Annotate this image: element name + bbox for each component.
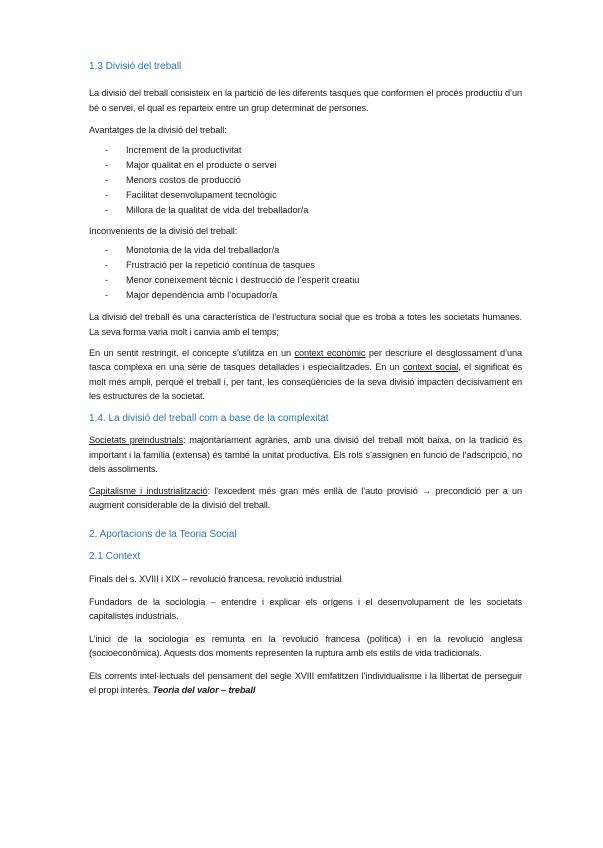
paragraph-corrents: Els corrents intel·lectuals del pensament del segle XVIII emfatitzen l’individualisme i la llibertat de perseguir el propi interès. Teoria del valor – treball: [89, 670, 522, 696]
paragraph-inici: L’inici de la sociologia es remunta en la revolució francesa (política) i en la revolució anglesa (socioeconòmica). Aquests dos moments representen la ruptura amb els estils de vida tradicionals.: [89, 633, 522, 659]
document-page: [89, 60, 522, 698]
paragraph-capitalisme: Capitalisme i industrialització: l’excedent més gran més enllà de l’auto provisió → precondició per a un augment considerable de la divisió del treball.: [89, 485, 522, 511]
list-item: - Major qualitat en el producte o servei: [105, 159, 277, 170]
section-heading-2: 2. Aportacions de la Teoria Social: [89, 528, 237, 540]
section-heading-2-1: 2.1 Context: [89, 550, 141, 562]
list-item: - Increment de la productivitat: [105, 144, 242, 155]
paragraph-fundadors: Fundadors de la sociologia – entendre i explicar els orígens i el desenvolupament de les societats capitalistes industrials.: [89, 596, 522, 622]
list-item: - Menor coneixement tècnic i destrucció de l’esperit creatiu: [105, 275, 360, 286]
paragraph-preindustrials: Societats preindustrials: majoritàriament agràries, amb una divisió del treball molt baixa, on la tradició és important i la família (extensa) és també la unitat productiva. Els rols s’assignen en funció de l’adscripció, no dels assoliments.: [89, 434, 522, 475]
paragraph-sentit: En un sentit restringit, el concepte s’utilitza en un context econòmic per descriure el desglossament d’una tasca complexa en una sèrie de tasques detallades i especialitzades. En un context social, el significat és molt més ampli, perquè el treball i, per tant, les conseqüències de la seva divisió impacten decisivament en les estructures de la societat.: [89, 347, 522, 402]
avantatges-title: Avantatges de la divisió del treball:: [89, 125, 227, 136]
list-item: - Monotonia de la vida del treballador/a: [105, 245, 280, 256]
list-item: - Menors costos de producció: [105, 174, 241, 185]
section-heading-1-4: 1.4. La divisió del treball com a base de la complexitat: [89, 412, 329, 424]
italic-term: Teoria del valor – treball: [152, 685, 256, 696]
list-item: - Facilitat desenvolupament tecnològic: [105, 189, 277, 200]
list-item: - Major dependència amb l’ocupador/a: [105, 290, 278, 301]
underlined-term: context social: [403, 362, 459, 373]
paragraph-finals: Finals del s. XVIII i XIX – revolució francesa, revolució industrial: [89, 573, 342, 584]
avantatges-list: [89, 143, 522, 218]
inconvenients-list: [89, 243, 522, 303]
paragraph-definition: La divisió del treball consisteix en la partició de les diferents tasques que conformen el procés productiu d’un bé o servei, el qual es reparteix entre un grup determinat de persones.: [89, 88, 522, 113]
paragraph-caracteristica: La divisió del treball és una característica de l’estructura social que es troba a totes les societats humanes. La seva forma varia molt i canvia amb el temps;: [89, 312, 522, 337]
underlined-term: Capitalisme i industrialització: [89, 485, 208, 496]
list-item: - Frustració per la repetició contínua de tasques: [105, 260, 315, 271]
list-item: - Millora de la qualitat de vida del treballador/a: [105, 204, 309, 215]
underlined-term: Societats preindustrials: [89, 434, 183, 445]
underlined-term: context econòmic: [294, 347, 366, 358]
section-heading-1-3: 1.3 Divisió del treball: [89, 61, 182, 72]
inconvenients-title: Inconvenients de la divisió del treball:: [89, 225, 238, 236]
